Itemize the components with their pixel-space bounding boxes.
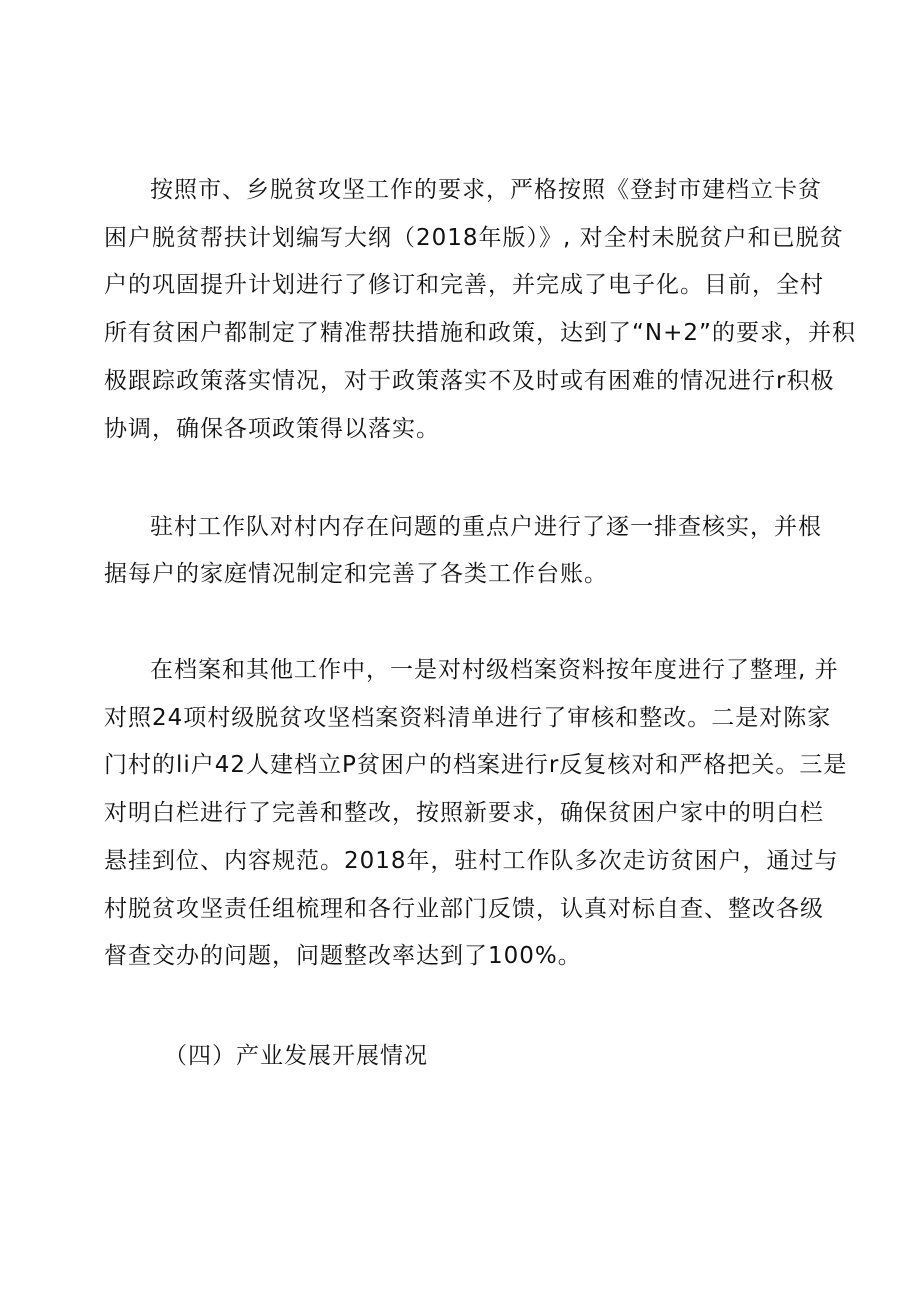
paragraph-line: 户的巩固提升计划进行了修订和完善，并完成了电子化。目前，全村 (104, 272, 824, 298)
paragraph-line: 督查交办的问题，问题整改率达到了100%。 (104, 943, 582, 969)
paragraph-line: 困户脱贫帮扶计划编写大纲（2018年版）》, 对全村未脱贫户和已脱贫 (104, 225, 844, 251)
paragraph-line: 驻村工作队对村内存在问题的重点户进行了逐一排查核实，并根 (150, 514, 822, 540)
paragraph-line: 极跟踪政策落实情况，对于政策落实不及时或有困难的情况进行r积极 (104, 368, 835, 394)
paragraph-line: 按照市、乡脱贫攻坚工作的要求，严格按照《登封市建档立卡贫 (150, 177, 822, 203)
paragraph-line: 悬挂到位、内容规范。2018年，驻村工作队多次走访贫困户，通过与 (104, 848, 839, 874)
paragraph-line: 协调，确保各项政策得以落实。 (104, 416, 440, 442)
section-heading: （四）产业发展开展情况 (164, 1043, 428, 1069)
paragraph-line: 据每户的家庭情况制定和完善了各类工作台账。 (104, 561, 608, 587)
paragraph-line: 门村的li户42人建档立P贫困户的档案进行r反复核对和严格把关。三是 (104, 752, 848, 778)
paragraph-line: 在档案和其他工作中，一是对村级档案资料按年度进行了整理, 并 (150, 657, 839, 683)
paragraph-line: 对明白栏进行了完善和整改，按照新要求，确保贫困户家中的明白栏 (104, 800, 824, 826)
paragraph-line: 所有贫困户都制定了精准帮扶措施和政策，达到了“N+2”的要求，并积 (104, 320, 856, 346)
paragraph-line: 村脱贫攻坚责任组梳理和各行业部门反馈，认真对标自查、整改各级 (104, 896, 824, 922)
paragraph-line: 对照24项村级脱贫攻坚档案资料清单进行了审核和整改。二是对陈家 (104, 705, 832, 731)
